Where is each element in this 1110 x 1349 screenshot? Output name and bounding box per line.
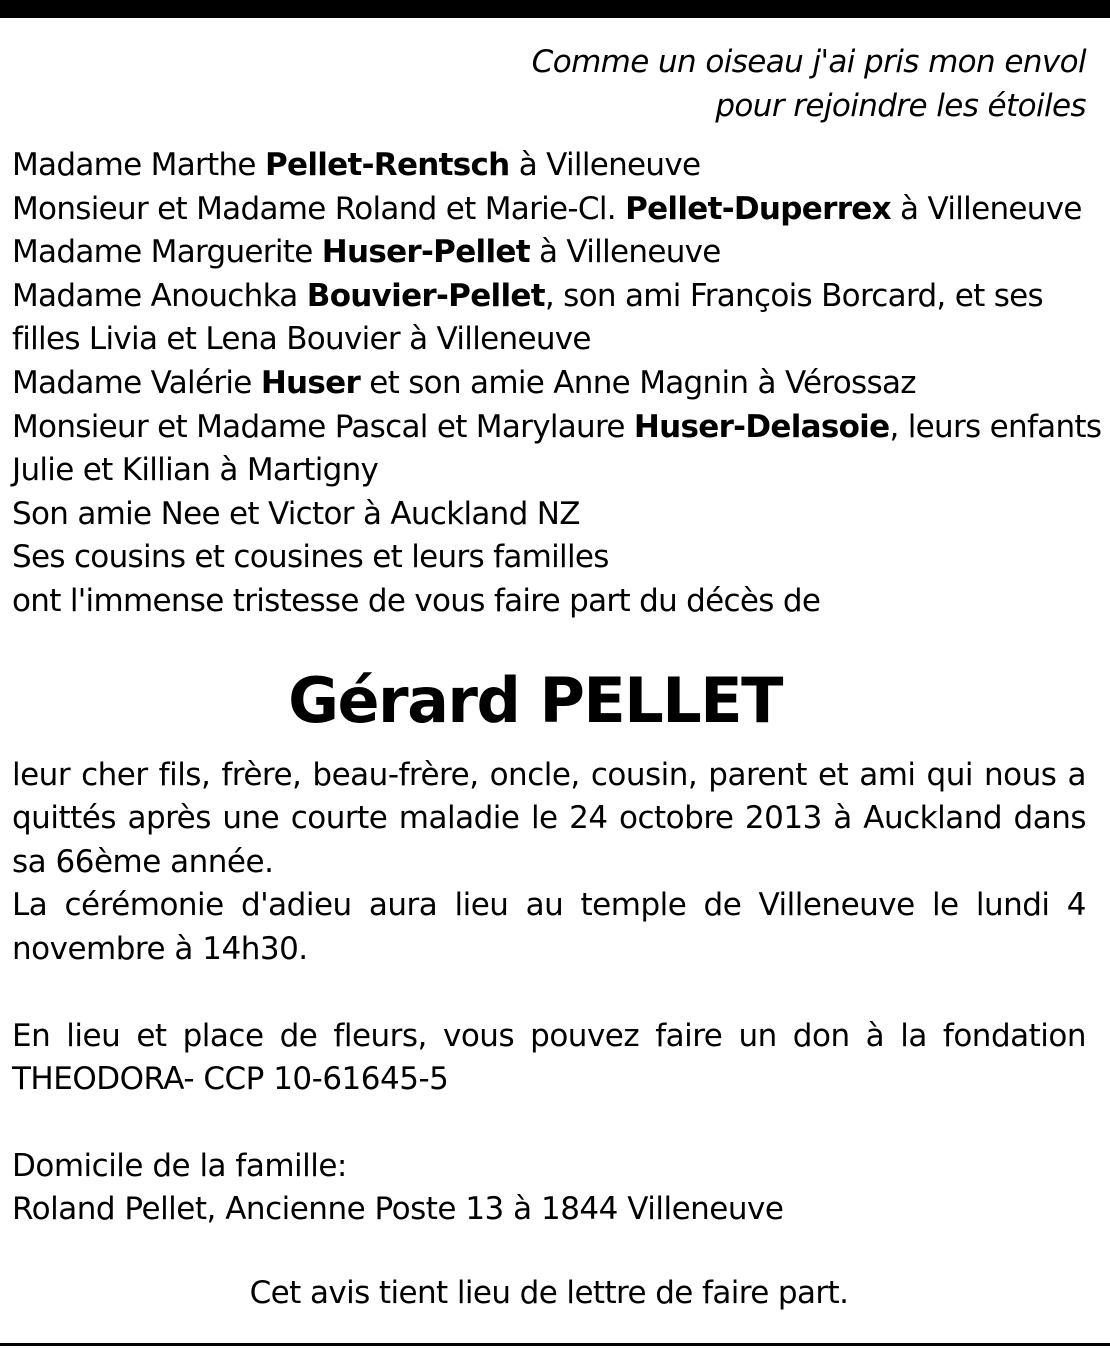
domicile-label: Domicile de la famille:: [12, 1147, 347, 1184]
epigraph: [12, 40, 1086, 128]
death-announcement: leur cher fils, frère, beau-frère, oncle, cousin, parent et ami qui nous a quittés après une courte maladie le 24 octobre 2013 à Auckland dans sa 66ème année.: [12, 756, 1086, 880]
family-text: Madame Marguerite: [12, 234, 322, 271]
family-text: Julie et Killian à Martigny: [12, 452, 379, 489]
family-text: , son ami François Borcard, et ses: [544, 277, 1043, 314]
family-surname: Bouvier-Pellet: [306, 277, 545, 314]
epigraph-line-1: Comme un oiseau j'ai pris mon envol: [531, 44, 1086, 80]
family-list: [12, 144, 1102, 624]
family-text: à Villeneuve: [509, 147, 701, 183]
deceased-name: Gérard PELLET: [288, 663, 782, 737]
family-text: Monsieur et Madame Roland et Marie-Cl.: [12, 190, 626, 227]
family-line: [12, 231, 1086, 275]
family-text: Madame Anouchka: [12, 277, 307, 314]
family-line: [12, 449, 1086, 493]
top-rule: [0, 0, 1110, 18]
family-text: Son amie Nee et Victor à Auckland NZ: [12, 495, 580, 532]
family-text: à Villeneuve: [890, 190, 1082, 227]
family-text: Madame Valérie: [12, 364, 261, 401]
family-text: Monsieur et Madame Pascal et Marylaure: [12, 408, 634, 445]
family-surname: Huser: [260, 364, 361, 401]
family-text: ont l'immense tristesse de vous faire part du décès de: [12, 582, 821, 619]
family-surname: Huser-Delasoie: [633, 408, 890, 445]
closing-note: Cet avis tient lieu de lettre de faire part.: [249, 1274, 849, 1311]
family-line: [12, 580, 1086, 624]
family-line: [12, 362, 1086, 406]
family-line: [12, 188, 1086, 232]
family-line: [12, 318, 1086, 362]
ceremony-info: La cérémonie d'adieu aura lieu au temple de Villeneuve le lundi 4 novembre à 14h30.: [12, 887, 1086, 967]
family-surname: Huser-Pellet: [321, 234, 530, 271]
obituary-notice: [12, 40, 1102, 1315]
bottom-rule: [0, 1343, 1110, 1346]
family-surname: Pellet-Rentsch: [264, 147, 510, 183]
family-line: [12, 406, 1102, 450]
family-text: et son amie Anne Magnin à Vérossaz: [360, 364, 916, 401]
family-text: Madame Marthe: [12, 147, 265, 183]
family-line: [12, 275, 1086, 319]
spacer: [12, 972, 1086, 1015]
family-text: filles Livia et Lena Bouvier à Villeneuve: [12, 321, 591, 358]
family-text: Ses cousins et cousines et leurs familles: [12, 539, 609, 576]
domicile-address: Roland Pellet, Ancienne Poste 13 à 1844 Villeneuve: [12, 1191, 784, 1228]
family-surname: Pellet-Duperrex: [625, 190, 891, 227]
family-text: à Villeneuve: [529, 234, 721, 271]
family-text: , leurs enfants: [889, 408, 1102, 445]
donation-info: En lieu et place de fleurs, vous pouvez faire un don à la fondation THEODORA- CCP 10-61645-5: [12, 1017, 1086, 1098]
family-line: [12, 536, 1086, 580]
family-line: [12, 493, 1086, 537]
spacer: [12, 1102, 1086, 1145]
epigraph-line-2: pour rejoindre les étoiles: [715, 88, 1086, 124]
family-line: [12, 144, 1086, 188]
